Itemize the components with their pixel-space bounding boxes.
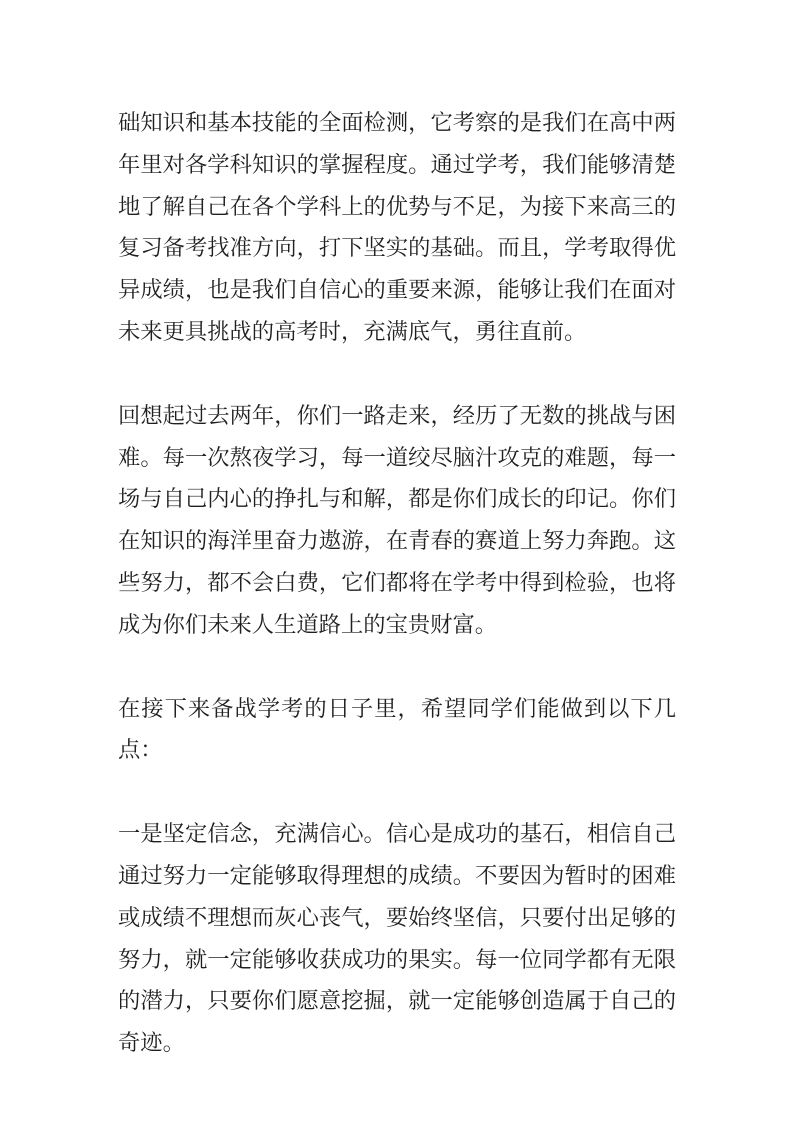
document-body — [118, 102, 676, 1064]
paragraph-2: 回想起过去两年，你们一路走来，经历了无数的挑战与困难。每一次熬夜学习，每一道绞尽脑汁攻克的难题，每一场与自己内心的挣扎与和解，都是你们成长的印记。你们在知识的海洋里奋力遨游，在青春的赛道上努力奔跑。这些努力，都不会白费，它们都将在学考中得到检验，也将成为你们未来人生道路上的宝贵财富。 — [118, 402, 676, 637]
paragraph-3: 在接下来备战学考的日子里，希望同学们能做到以下几点： — [118, 695, 676, 763]
paragraph-4: 一是坚定信念，充满信心。信心是成功的基石，相信自己通过努力一定能够取得理想的成绩。不要因为暂时的困难或成绩不理想而灰心丧气，要始终坚信，只要付出足够的努力，就一定能够收获成功的果实。每一位同学都有无限的潜力，只要你们愿意挖掘，就一定能够创造属于自己的奇迹。 — [118, 821, 676, 1056]
paragraph-1: 础知识和基本技能的全面检测，它考察的是我们在高中两年里对各学科知识的掌握程度。通过学考，我们能够清楚地了解自己在各个学科上的优势与不足，为接下来高三的复习备考找准方向，打下坚实的基础。而且，学考取得优异成绩，也是我们自信心的重要来源，能够让我们在面对未来更具挑战的高考时，充满底气，勇往直前。 — [118, 110, 676, 344]
